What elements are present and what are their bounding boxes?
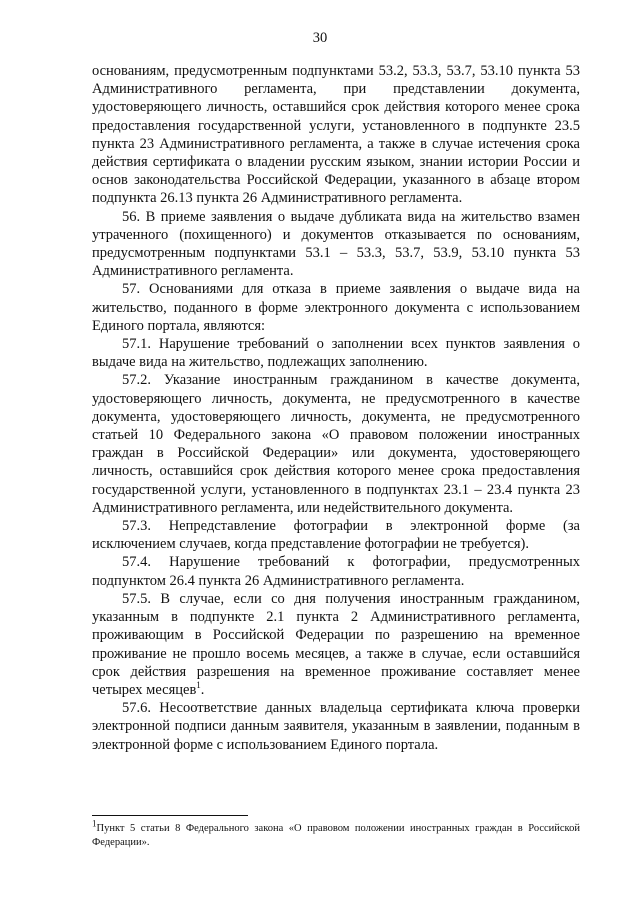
paragraph-57-1: 57.1. Нарушение требований о заполнении всех пунктов заявления о выдаче вида на жительство, подлежащих заполнению. <box>92 336 580 371</box>
footnote-marker: 1 <box>92 818 97 829</box>
footnote-separator <box>92 815 248 816</box>
paragraph-57-6: 57.6. Несоответствие данных владельца сертификата ключа проверки электронной подписи данным заявителя, указанным в заявлении, поданным в электронной форме с использованием Единого портала. <box>92 700 580 753</box>
page-number: 30 <box>312 30 328 46</box>
paragraph-57: 57. Основаниями для отказа в приеме заявления о выдаче вида на жительство, поданного в форме электронного документа с использованием Единого портала, являются: <box>92 281 580 334</box>
paragraph-57-3: 57.3. Непредставление фотографии в электронной форме (за исключением случаев, когда представление фотографии не требуется). <box>92 518 580 553</box>
footnote-text: Пункт 5 статьи 8 Федерального закона «О правовом положении иностранных граждан в Российской Федерации». <box>92 823 580 848</box>
footnote <box>92 818 580 850</box>
paragraph-continuation: основаниям, предусмотренным подпунктами 53.2, 53.3, 53.7, 53.10 пункта 53 Административного регламента, при представлении документа, удостоверяющего личность, оставшийся срок действия которого менее срока предоставления государственной услуги, установленного в подпункте 23.5 пункта 23 Административного регламента, а также в случае истечения срока действия сертификата о владении русским языком, знании истории России и основ законодательства Российской Федерации, указанного в абзаце втором подпункта 26.13 пункта 26 Административного регламента. <box>92 63 580 207</box>
footnote-reference: 1 <box>196 680 201 691</box>
paragraph-57-2: 57.2. Указание иностранным гражданином в качестве документа, удостоверяющего личность, документа, не предусмотренного в качестве документа, удостоверяющего личность, документа, не предусмотренного статьей 10 Федерального закона «О правовом положении иностранных граждан в Российской Федерации» или документа, удостоверяющего личность, оставшийся срок действия которого менее срока предоставления государственной услуги, установленного в подпунктах 23.1 – 23.4 пункта 23 Административного регламента, или недействительного документа. <box>92 372 580 516</box>
document-body <box>92 62 580 754</box>
paragraph-57-5: 57.5. В случае, если со дня получения иностранным гражданином, указанным в подпункте 2.1 пункта 2 Административного регламента, проживающим в Российской Федерации по разрешению на временное проживание не прошло восемь месяцев, а также в случае, если оставшийся срок действия разрешения на временное проживание составляет менее четырех месяцев$^1$. <box>92 590 580 698</box>
paragraph-57-5-text: 57.5. В случае, если со дня получения иностранным гражданином, указанным в подпункте 2.1 пункта 2 Административного регламента, проживающим в Российской Федерации по разрешению на временное проживание не прошло восемь месяцев, а также в случае, если оставшийся срок действия разрешения на временное проживание составляет менее четырех месяцев <box>92 590 580 698</box>
paragraph-56: 56. В приеме заявления о выдаче дубликата вида на жительство взамен утраченного (похищенного) и документов отказывается по основаниям, предусмотренным подпунктами 53.1 – 53.3, 53.7, 53.9, 53.10 пункта 53 Административного регламента. <box>92 208 580 280</box>
paragraph-57-4: 57.4. Нарушение требований к фотографии, предусмотренных подпунктом 26.4 пункта 26 Административного регламента. <box>92 554 580 589</box>
